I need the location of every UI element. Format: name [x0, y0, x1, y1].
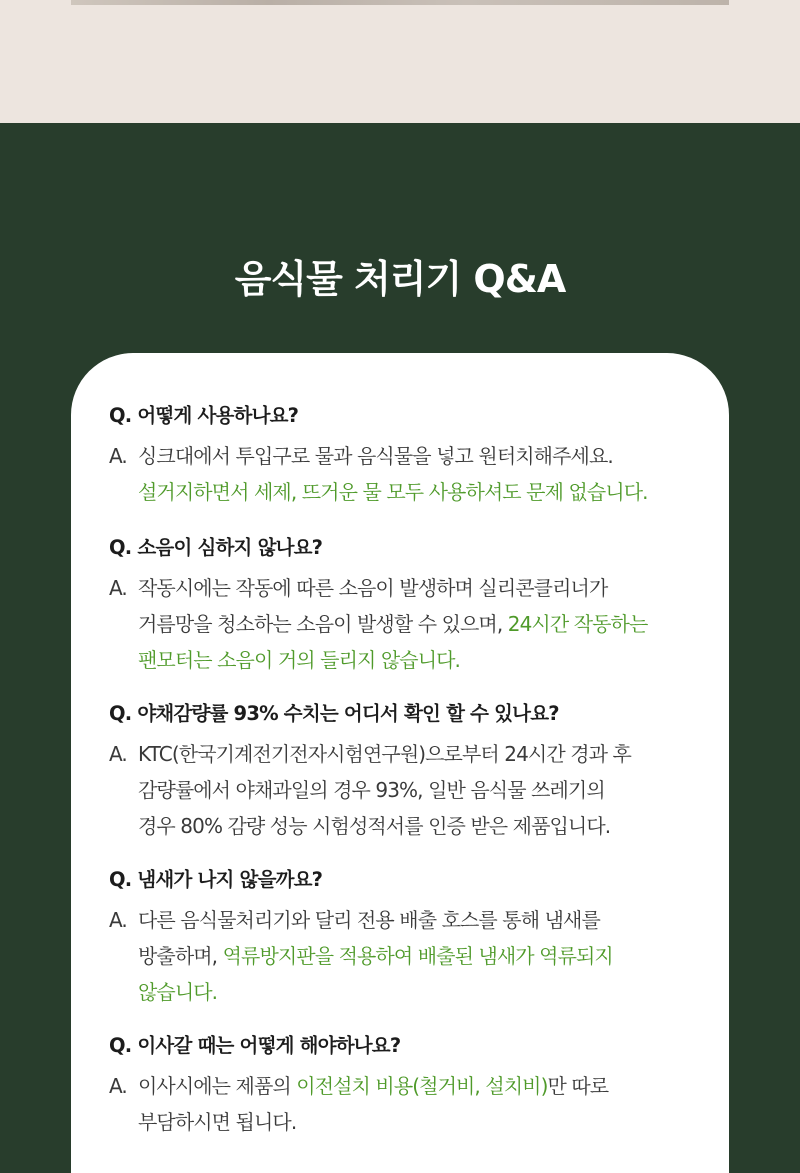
answer-line [109, 736, 709, 772]
answer-highlight-text: 역류방지판을 적용하여 배출된 냄새가 역류되지 [222, 944, 613, 968]
answer-line [109, 974, 709, 1010]
section-title: 음식물 처리기 Q&A [234, 257, 566, 301]
qa-item-usage [109, 401, 709, 510]
answer-prefix: A. [109, 908, 127, 932]
answer-highlight-text: 이전설치 비용(철거비, 설치비) [296, 1074, 548, 1098]
qa-card [71, 353, 729, 1173]
top-band [0, 0, 800, 123]
answer-highlight-text: 24시간 작동하는 [507, 612, 648, 636]
qa-item-moving [109, 1031, 709, 1140]
answer-line [109, 606, 709, 642]
answer-prefix: A. [109, 576, 127, 600]
answer-line [109, 902, 709, 938]
answer [109, 570, 709, 678]
answer-highlight-text: 설거지하면서 세제, 뜨거운 물 모두 사용하셔도 문제 없습니다. [138, 480, 648, 504]
answer-line [109, 570, 709, 606]
answer-text: 만 따로 [547, 1074, 609, 1098]
answer-text: 거름망을 청소하는 소음이 발생할 수 있으며, [138, 612, 508, 636]
answer [109, 736, 709, 844]
answer-line [109, 1068, 709, 1104]
answer-text: KTC(한국기계전기전자시험연구원)으로부터 24시간 경과 후 [138, 742, 631, 766]
answer-highlight-text: 않습니다. [138, 980, 218, 1004]
answer-line [109, 938, 709, 974]
qa-item-reduction-rate [109, 699, 709, 844]
qa-item-odor [109, 865, 709, 1010]
answer [109, 1068, 709, 1140]
answer-highlight-text: 팬모터는 소음이 거의 들리지 않습니다. [138, 648, 461, 672]
answer-line [109, 642, 709, 678]
question: Q. 이사갈 때는 어떻게 해야하나요? [109, 1034, 401, 1057]
answer [109, 438, 709, 510]
answer-line [109, 474, 709, 510]
answer-line [109, 808, 709, 844]
answer-text: 경우 80% 감량 성능 시험성적서를 인증 받은 제품입니다. [138, 814, 611, 838]
answer-text: 부담하시면 됩니다. [138, 1110, 297, 1134]
answer-prefix: A. [109, 742, 127, 766]
answer-line [109, 1104, 709, 1140]
question: Q. 냄새가 나지 않을까요? [109, 868, 323, 891]
answer-text: 작동시에는 작동에 따른 소음이 발생하며 실리콘클리너가 [138, 576, 608, 600]
answer-text: 이사시에는 제품의 [138, 1074, 297, 1098]
answer-line [109, 438, 709, 474]
answer-text: 감량률에서 야채과일의 경우 93%, 일반 음식물 쓰레기의 [138, 778, 605, 802]
answer-prefix: A. [109, 444, 127, 468]
answer-text: 다른 음식물처리기와 달리 전용 배출 호스를 통해 냄새를 [138, 908, 600, 932]
question: Q. 어떻게 사용하나요? [109, 404, 299, 427]
question: Q. 야채감량률 93% 수치는 어디서 확인 할 수 있나요? [109, 702, 559, 725]
answer-text: 방출하며, [138, 944, 223, 968]
product-image-edge [71, 0, 729, 5]
answer [109, 902, 709, 1010]
qa-item-noise [109, 533, 709, 678]
answer-prefix: A. [109, 1074, 127, 1098]
question: Q. 소음이 심하지 않나요? [109, 536, 323, 559]
answer-text: 싱크대에서 투입구로 물과 음식물을 넣고 원터치해주세요. [138, 444, 613, 468]
answer-line [109, 772, 709, 808]
